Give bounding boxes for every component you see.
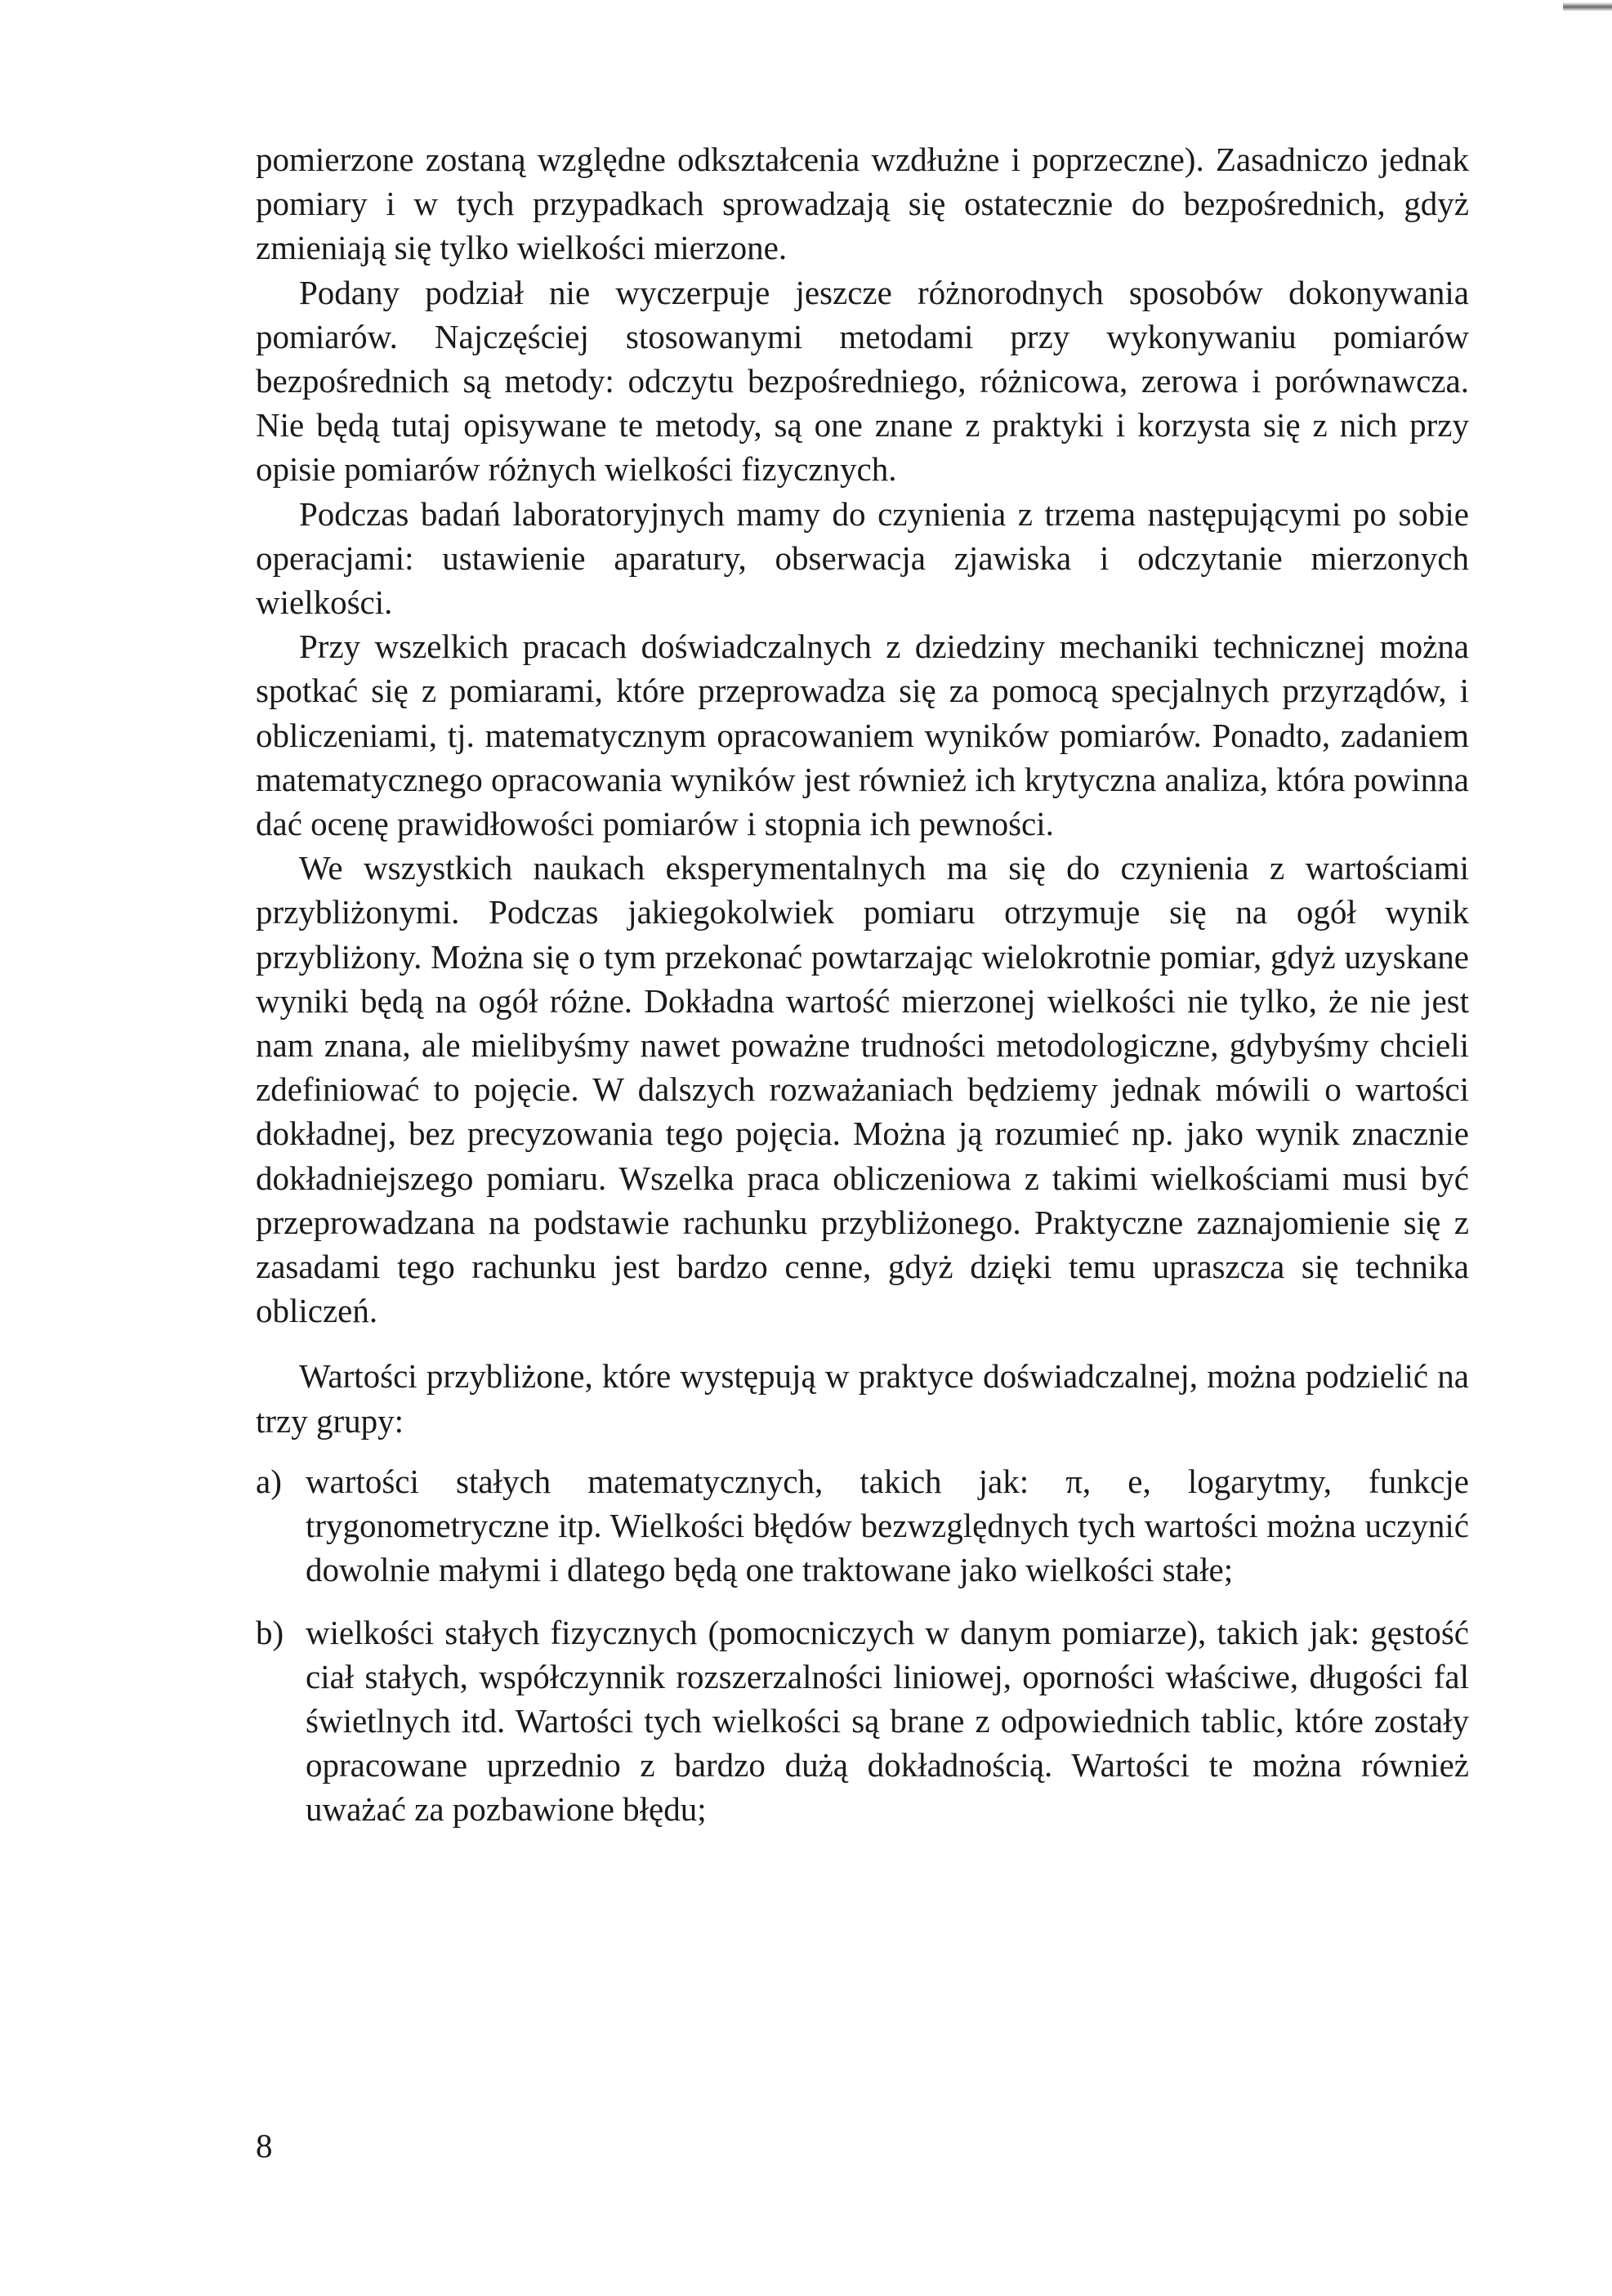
list-marker: b)	[256, 1613, 284, 1651]
paragraph-approximate-values: We wszystkich naukach eksperymentalnych ma się do czynienia z wartościami przybliżonymi. Podczas jakiegokolwiek pomiaru otrzymuje się na ogół wynik przybliżony. Można się o tym przekonać powtarzając wielokrotnie pomiar, gdyż uzyskane wyniki będą na ogół różne. Dokładna wartość mierzonej wielkości nie tylko, że nie jest nam znana, ale mielibyśmy nawet poważne trudności metodologiczne, gdybyśmy chcieli zdefiniować to pojęcie. W dalszych rozważaniach będziemy jednak mówili o wartości dokładnej, bez precyzowania tego pojęcia. Można ją rozumieć np. jako wynik znacznie dokładniejszego pomiaru. Wszelka praca obliczeniowa z takimi wielkościami musi być przeprowadzana na podstawie rachunku przybliżonego. Praktyczne zaznajomienie się z zasadami tego rachunku jest bardzo cenne, gdyż dzięki temu upraszcza się technika obliczeń.	[256, 849, 1469, 1330]
groups-list	[256, 1459, 1469, 1832]
list-item	[256, 1459, 1469, 1592]
paragraph-measurement-methods: Podany podział nie wyczerpuje jeszcze różnorodnych sposobów dokonywania pomiarów. Najczęściej stosowanymi metodami przy wykonywaniu pomiarów bezpośrednich są metody: odczytu bezpośredniego, różnicowa, zerowa i porównawcza. Nie będą tutaj opisywane te metody, są one znane z praktyki i korzysta się z nich przy opisie pomiarów różnych wielkości fizycznych.	[256, 273, 1469, 489]
paragraph-groups-intro: Wartości przybliżone, które występują w praktyce doświadczalnej, można podzielić na trzy grupy:	[256, 1357, 1469, 1440]
paragraph-experimental-work: Przy wszelkich pracach doświadczalnych z dziedziny mechaniki technicznej można spotkać się z pomiarami, które przeprowadza się za pomocą specjalnych przyrządów, i obliczeniami, tj. matematycznym opracowaniem wyników pomiarów. Ponadto, zadaniem matematycznego opracowania wyników jest również ich krytyczna analiza, która powinna dać ocenę prawidłowości pomiarów i stopnia ich pewności.	[256, 628, 1469, 843]
list-item	[256, 1610, 1469, 1832]
paragraph-laboratory-operations: Podczas badań laboratoryjnych mamy do czynienia z trzema następującymi po sobie operacjami: ustawienie aparatury, obserwacja zjawiska i odczytanie mierzonych wielkości.	[256, 494, 1469, 622]
list-item-text: wielkości stałych fizycznych (pomocniczych w danym pomiarze), takich jak: gęstość ciał stałych, współczynnik rozszerzalności liniowej, oporności właściwe, długości fal świetlnych itd. Wartości tych wielkości są brane z odpowiednich tablic, które zostały opracowane uprzednio z bardzo dużą dokładnością. Wartości te można również uważać za pozbawione błędu;	[306, 1613, 1469, 1829]
scan-edge-mark	[1563, 0, 1612, 11]
list-item-text: wartości stałych matematycznych, takich jak: π, e, logarytmy, funkcje trygonometryczne itp. Wielkości błędów bezwzględnych tych wartości można uczynić dowolnie małymi i dlatego będą one traktowane jako wielkości stałe;	[306, 1462, 1469, 1589]
list-marker: a)	[256, 1462, 282, 1500]
body-text	[256, 137, 1469, 1850]
paragraph-continuation: pomierzone zostaną względne odkształcenia wzdłużne i poprzeczne). Zasadniczo jednak pomiary i w tych przypadkach sprowadzają się ostatecznie do bezpośrednich, gdyż zmieniają się tylko wielkości mierzone.	[256, 141, 1469, 267]
page-number: 8	[256, 2127, 273, 2164]
